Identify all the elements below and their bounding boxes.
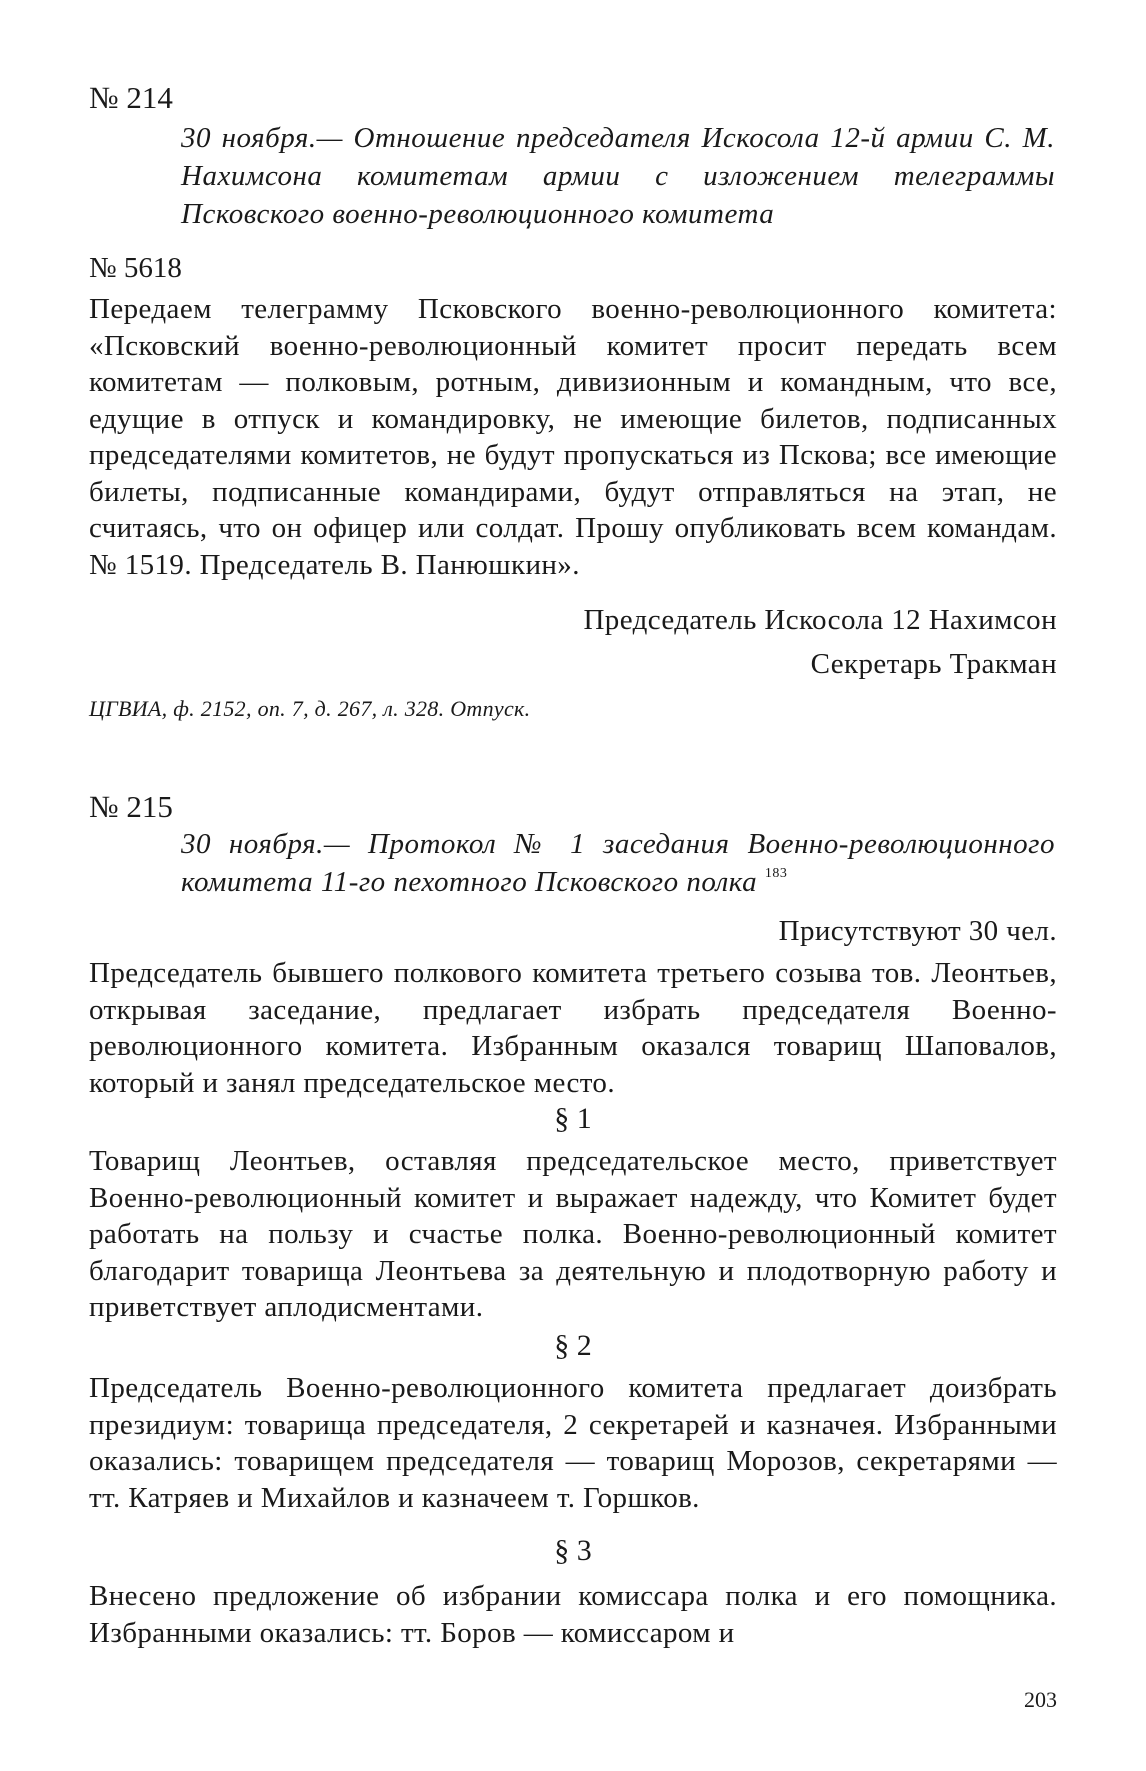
- section-2-mark: § 2: [554, 1329, 592, 1362]
- doc-214-archive-reference: ЦГВИА, ф. 2152, оп. 7, д. 267, л. 328. Отпуск.: [89, 696, 531, 721]
- doc-214-number: № 214: [89, 80, 173, 115]
- section-1-mark: § 1: [554, 1102, 592, 1135]
- doc-214-signature-secretary: Секретарь Тракман: [810, 648, 1057, 680]
- doc-215-number: № 215: [89, 789, 173, 824]
- section-3-text: Внесено предложение об избрании комиссара полка и его помощника. Избранными оказались: тт. Боров — комиссаром и: [89, 1580, 1057, 1649]
- doc-215-intro: Председатель бывшего полкового комитета третьего созыва тов. Леонтьев, открывая заседание, предлагает избрать председателя Военно-революционного комитета. Избранным оказался товарищ Шаповалов, который и занял председательское место.: [89, 957, 1057, 1099]
- doc-215-heading: [181, 825, 1055, 901]
- doc-214-heading: 30 ноября.— Отношение председателя Искосола 12-й армии С. М. Нахимсона комитетам армии с изложением телеграммы Псковского военно-революционного комитета: [181, 122, 1055, 230]
- doc-215-attendance: Присутствуют 30 чел.: [778, 915, 1057, 947]
- section-1-text: Товарищ Леонтьев, оставляя председательское место, приветствует Военно-революционный комитет и выражает надежду, что Комитет будет работать на пользу и счастье полка. Военно-революционный комитет благодарит товарища Леонтьева за деятельную и плодотворную работу и приветствует аплодисментами.: [89, 1145, 1057, 1323]
- section-3-mark: § 3: [554, 1534, 592, 1567]
- page-number: 203: [1024, 1687, 1057, 1712]
- doc-214-signature-chairman: Председатель Искосола 12 Нахимсон: [583, 604, 1057, 636]
- doc-215-heading-text: 30 ноября.— Протокол № 1 заседания Военно-революционного комитета 11-го пехотного Псковского полка: [181, 828, 1055, 898]
- footnote-ref: 183: [764, 866, 788, 881]
- doc-214-reg-number: № 5618: [89, 252, 182, 284]
- document-page: [89, 0, 1057, 1771]
- section-2-text: Председатель Военно-революционного комитета предлагает доизбрать президиум: товарища председателя, 2 секретарей и казначея. Избранными оказались: товарищем председателя — товарищ Морозов, секретарями — тт. Катряев и Михайлов и казначеем т. Горшков.: [89, 1372, 1057, 1514]
- doc-214-body: Передаем телеграмму Псковского военно-революционного комитета: «Псковский военно-революционный комитет просит передать всем комитетам — полковым, ротным, дивизионным и командным, что все, едущие в отпуск и командировку, не имеющие билетов, подписанных председателями комитетов, не будут пропускаться из Пскова; все имеющие билеты, подписанные командирами, будут отправляться на этап, не считаясь, что он офицер или солдат. Прошу опубликовать всем командам. № 1519. Председатель В. Панюшкин».: [89, 293, 1057, 581]
